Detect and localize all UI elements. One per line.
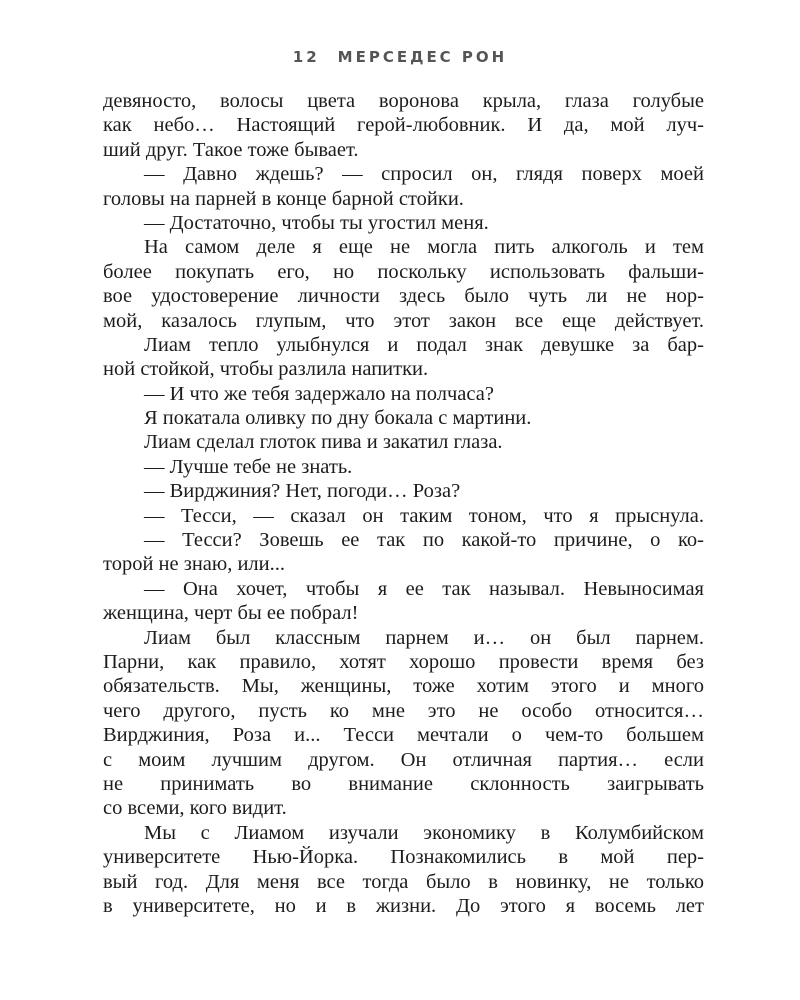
text-line: ший друг. Такое тоже бывает. bbox=[103, 138, 359, 161]
text-line: не принимать во внимание склонность заигрывать bbox=[103, 772, 704, 795]
text-line: вое удостоверение личности здесь было чуть ли не нор- bbox=[103, 285, 704, 308]
text-line: Парни, как правило, хотят хорошо провести время без bbox=[103, 650, 704, 673]
text-line: — Давно ждешь? — спросил он, глядя поверх моей bbox=[144, 163, 704, 186]
text-line: — Тесси? Зовешь ее так по какой-то причине, о ко- bbox=[144, 529, 704, 552]
text-line: — Тесси, — сказал он таким тоном, что я прыснула. bbox=[144, 504, 704, 527]
text-line: торой не знаю, или... bbox=[103, 553, 286, 576]
text-line: мой, казалось глупым, что этот закон все еще действует. bbox=[103, 309, 704, 332]
text-line: Вирджиния, Роза и... Тесси мечтали о чем-то большем bbox=[103, 724, 704, 747]
text-line: Лиам сделал глоток пива и закатил глаза. bbox=[144, 431, 503, 454]
text-line: университете Нью-Йорка. Познакомились в мой пер- bbox=[103, 846, 704, 869]
text-line: с моим лучшим другом. Он отличная партия… если bbox=[103, 748, 704, 771]
text-line: Лиам тепло улыбнулся и подал знак девушке за бар- bbox=[144, 333, 704, 356]
text-line: — Достаточно, чтобы ты угостил меня. bbox=[144, 211, 489, 234]
text-line: Лиам был классным парнем и… он был парнем. bbox=[144, 626, 704, 649]
text-line: девяносто, волосы цвета воронова крыла, глаза голубые bbox=[103, 90, 704, 112]
page-number: 12 bbox=[292, 48, 320, 66]
text-line: ной стойкой, чтобы разлила напитки. bbox=[103, 358, 429, 381]
text-line: — Вирджиния? Нет, погоди… Роза? bbox=[144, 480, 461, 503]
body-text bbox=[103, 89, 704, 918]
text-line: Мы с Лиамом изучали экономику в Колумбийском bbox=[144, 821, 704, 844]
text-line: в университете, но и в жизни. До этого я восемь лет bbox=[103, 894, 704, 917]
text-line: обязательств. Мы, женщины, тоже хотим этого и много bbox=[103, 675, 704, 698]
running-header bbox=[0, 48, 800, 66]
text-line: чего другого, пусть ко мне это не особо относится… bbox=[103, 699, 704, 722]
text-line: как небо… Настоящий герой-любовник. И да, мой луч- bbox=[103, 114, 704, 137]
text-line: — Она хочет, чтобы я ее так называл. Невыносимая bbox=[144, 577, 704, 600]
text-line: — И что же тебя задержало на полчаса? bbox=[144, 382, 494, 405]
text-line: со всеми, кого видит. bbox=[103, 797, 287, 820]
text-line: вый год. Для меня все тогда было в новинку, не только bbox=[103, 870, 704, 893]
text-line: более покупать его, но поскольку использовать фальши- bbox=[103, 260, 704, 283]
text-line: На самом деле я еще не могла пить алкоголь и тем bbox=[144, 236, 704, 259]
text-line: головы на парней в конце барной стойки. bbox=[103, 187, 464, 210]
author-name: МЕРСЕДЕС РОН bbox=[337, 48, 508, 66]
text-line: женщина, черт бы ее побрал! bbox=[103, 602, 359, 625]
text-line: Я покатала оливку по дну бокала с мартини. bbox=[144, 407, 532, 430]
text-line: — Лучше тебе не знать. bbox=[144, 455, 353, 478]
